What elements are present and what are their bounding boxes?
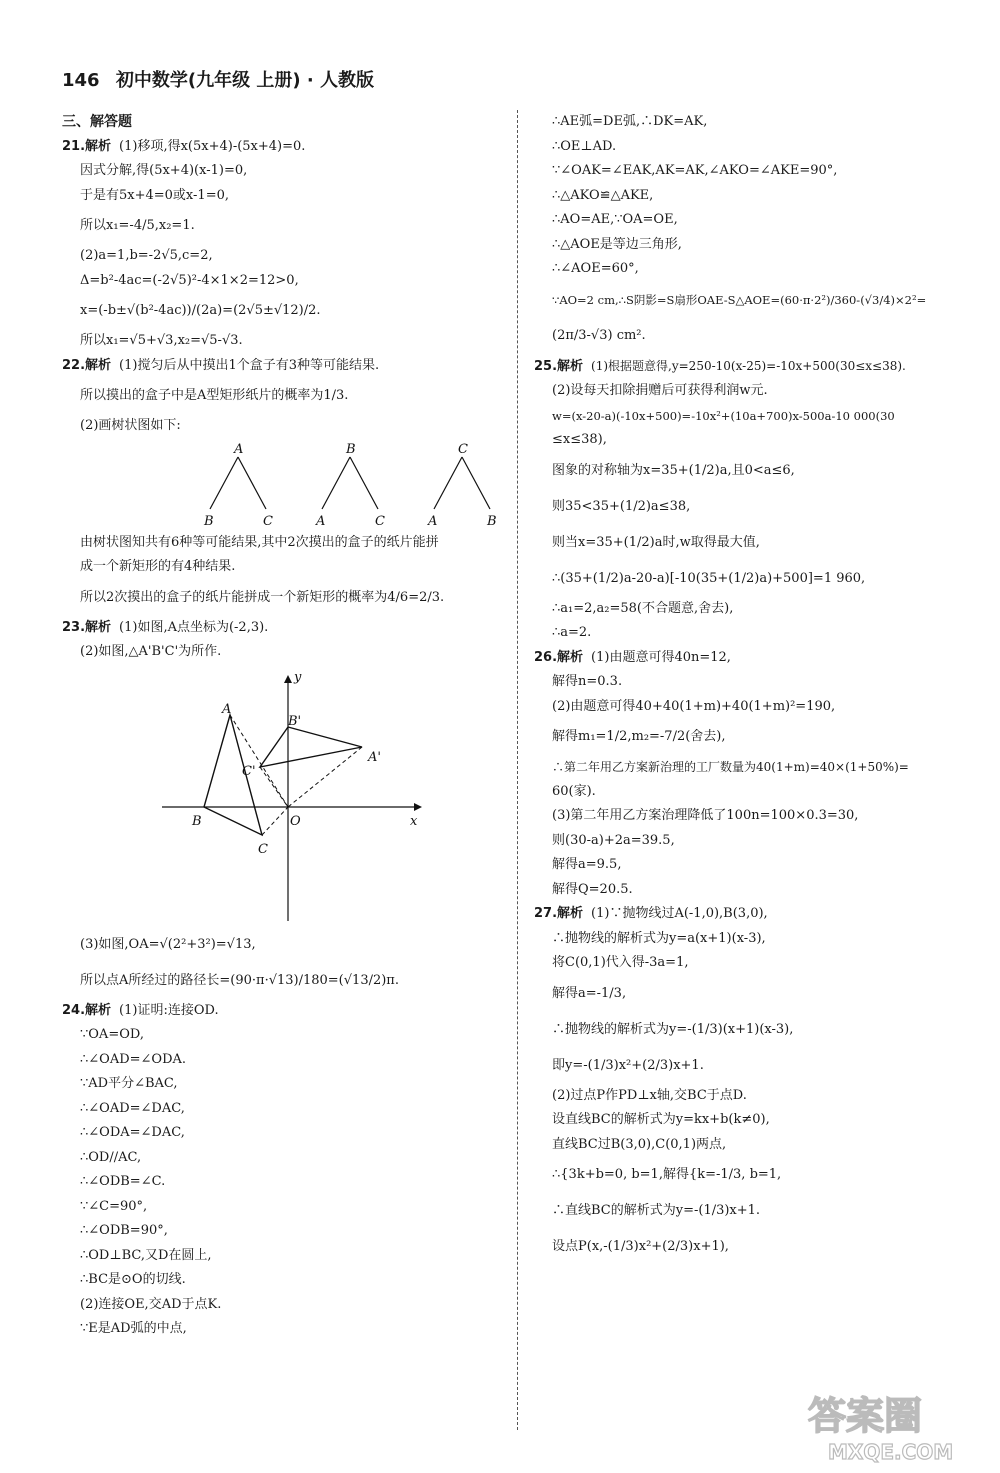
point-label-a-prime: A' (368, 749, 381, 765)
question-23 (62, 616, 502, 999)
solution-line: ∴∠ODA=∠DAC, (80, 1125, 185, 1140)
question-number: 22.解析 (62, 357, 112, 373)
solution-line: (1)证明:连接OD. (119, 1002, 219, 1018)
solution-line: ∴a₁=2,a₂=58(不合题意,舍去), (552, 600, 734, 616)
column-divider (517, 110, 518, 1430)
tree-node: A (428, 513, 438, 529)
tree-node: C (263, 513, 273, 529)
solution-line: 解得a=9.5, (552, 857, 622, 872)
solution-line: ∴{3k+b=0, b=1,解得{k=-1/3, b=1, (552, 1167, 782, 1182)
question-22 (62, 354, 502, 616)
solution-line: 即y=-(1/3)x²+(2/3)x+1. (552, 1057, 704, 1073)
solution-line: ∴BC是⊙O的切线. (80, 1272, 186, 1287)
solution-line: 成一个新矩形的有4种结果. (80, 559, 236, 574)
question-number: 23.解析 (62, 619, 112, 635)
question-26 (534, 646, 974, 903)
solution-line: 解得n=0.3. (552, 674, 623, 689)
solution-line: ∴第二年用乙方案新治理的工厂数量为40(1+m)=40×(1+50%)= (552, 760, 909, 774)
question-24 (62, 999, 502, 1342)
right-column (534, 110, 974, 1265)
tree-diagram (122, 439, 562, 531)
solution-line: ∵OA=OD, (80, 1027, 144, 1042)
solution-line: ∴AE弧=DE弧,∴DK=AK, (552, 114, 708, 129)
section-heading: 三、解答题 (62, 114, 132, 130)
solution-line: 设直线BC的解析式为y=kx+b(k≠0), (552, 1112, 770, 1127)
left-column (62, 110, 502, 1342)
solution-line: ∴OD⊥BC,又D在圆上, (80, 1247, 212, 1263)
solution-line: ∴△AOE是等边三角形, (552, 236, 682, 252)
question-21 (62, 135, 502, 354)
solution-line: ∴∠AOE=60°, (552, 261, 639, 276)
solution-line: 于是有5x+4=0或x-1=0, (80, 187, 229, 203)
solution-line: 所以2次摸出的盒子的纸片能拼成一个新矩形的概率为4/6=2/3. (80, 589, 445, 605)
solution-line: w=(x-20-a)(-10x+500)=-10x²+(10a+700)x-500a-10 000(30 (552, 408, 895, 423)
solution-line: Δ=b²-4ac=(-2√5)²-4×1×2=12>0, (80, 272, 299, 288)
solution-line: ∴∠ODB=∠C. (80, 1174, 166, 1189)
solution-line: ∵∠C=90°, (80, 1198, 148, 1214)
tree-node: C (458, 441, 468, 457)
tree-node: A (316, 513, 326, 529)
triangle-a1b1c1 (260, 727, 362, 767)
page-number: 146 (62, 70, 100, 91)
solution-line: ∴∠OAD=∠DAC, (80, 1100, 185, 1116)
solution-line: 所以x₁=√5+√3,x₂=√5-√3. (80, 333, 243, 348)
solution-line: ∵∠OAK=∠EAK,AK=AK,∠AKO=∠AKE=90°, (552, 163, 838, 178)
solution-line: 则35<35+(1/2)a≤38, (552, 498, 691, 514)
solution-line: ≤x≤38), (552, 432, 607, 447)
solution-line: 解得Q=20.5. (552, 881, 633, 897)
solution-line: ∴抛物线的解析式为y=-(1/3)(x+1)(x-3), (552, 1021, 794, 1037)
solution-line: ∴a=2. (552, 625, 592, 640)
solution-line: ∵AO=2 cm,∴S阴影=S扇形OAE-S△AOE=(60·π·2²)/360-(√3/4)×2²= (552, 292, 927, 307)
point-label-c: C (258, 841, 268, 857)
solution-line: (1)由题意可得40n=12, (591, 649, 731, 665)
solution-line: 所以点A所经过的路径长=(90·π·√13)/180=(√13/2)π. (80, 972, 399, 988)
question-24-continued (534, 110, 974, 354)
solution-line: (2)a=1,b=-2√5,c=2, (80, 248, 213, 263)
point-label-c-prime: C' (242, 763, 256, 779)
coordinate-graph (62, 665, 502, 927)
solution-line: 解得m₁=1/2,m₂=-7/2(舍去), (552, 729, 726, 744)
tree-node: B (204, 513, 214, 529)
point-label-b: B (192, 813, 202, 829)
solution-line: (2)连接OE,交AD于点K. (80, 1296, 222, 1312)
tree-node: A (234, 441, 244, 457)
solution-line: ∴直线BC的解析式为y=-(1/3)x+1. (552, 1203, 761, 1218)
solution-line: (3)如图,OA=√(2²+3²)=√13, (80, 936, 256, 952)
origin-label: O (290, 813, 301, 829)
point-label-b-prime: B' (288, 713, 302, 729)
solution-line: x=(-b±√(b²-4ac))/(2a)=(2√5±√12)/2. (80, 303, 321, 318)
solution-line: ∴∠ODB=90°, (80, 1223, 168, 1238)
solution-line: ∴OD//AC, (80, 1149, 142, 1165)
solution-line: 解得a=-1/3, (552, 985, 627, 1001)
solution-line: ∴OE⊥AD. (552, 138, 617, 154)
question-25 (534, 354, 974, 646)
y-axis-label: y (294, 669, 302, 685)
book-title: 初中数学(九年级 上册) · 人教版 (115, 70, 374, 91)
solution-line: ∴△AKO≌△AKE, (552, 187, 654, 203)
solution-line: (1)搅匀后从中摸出1个盒子有3种等可能结果. (119, 357, 380, 373)
x-axis-label: x (410, 813, 418, 829)
solution-line: (1)如图,A点坐标为(-2,3). (119, 619, 269, 635)
solution-line: (1)移项,得x(5x+4)-(5x+4)=0. (119, 138, 306, 154)
point-label-a: A (222, 701, 232, 717)
solution-line: (2)画树状图如下: (80, 418, 181, 433)
solution-line: ∵AD平分∠BAC, (80, 1076, 178, 1091)
solution-line: ∴(35+(1/2)a-20-a)[-10(35+(1/2)a)+500]=1 960, (552, 570, 866, 586)
question-number: 26.解析 (534, 649, 584, 665)
solution-line: 将C(0,1)代入得-3a=1, (552, 955, 689, 970)
solution-line: (1)∵抛物线过A(-1,0),B(3,0), (591, 906, 768, 921)
question-number: 21.解析 (62, 138, 112, 154)
solution-line: ∴抛物线的解析式为y=a(x+1)(x-3), (552, 930, 766, 946)
solution-line: (2)如图,△A'B'C'为所作. (80, 644, 222, 659)
solution-line: (3)第二年用乙方案治理降低了100n=100×0.3=30, (552, 808, 859, 823)
tree-node: B (487, 513, 497, 529)
solution-line: 60(家). (552, 783, 596, 799)
solution-line: (2π/3-√3) cm². (552, 327, 646, 343)
solution-line: (2)由题意可得40+40(1+m)+40(1+m)²=190, (552, 698, 836, 714)
solution-line: 直线BC过B(3,0),C(0,1)两点, (552, 1136, 727, 1152)
solution-line: 则(30-a)+2a=39.5, (552, 832, 675, 848)
question-27 (534, 902, 974, 1265)
solution-line: 设点P(x,-(1/3)x²+(2/3)x+1), (552, 1239, 729, 1254)
solution-line: 因式分解,得(5x+4)(x-1)=0, (80, 163, 248, 178)
tree-node: B (346, 441, 356, 457)
solution-line: 由树状图知共有6种等可能结果,其中2次摸出的盒子的纸片能拼 (80, 534, 439, 550)
solution-line: ∵E是AD弧的中点, (80, 1321, 187, 1336)
watermark-text: 答案圈 (808, 1394, 923, 1438)
solution-line: 图象的对称轴为x=35+(1/2)a,且0<a≤6, (552, 462, 795, 478)
solution-line: (1)根据题意得,y=250-10(x-25)=-10x+500(30≤x≤38). (591, 358, 906, 373)
solution-line: 所以摸出的盒子中是A型矩形纸片的概率为1/3. (80, 388, 349, 403)
solution-line: (2)设每天扣除捐赠后可获得利润w元. (552, 383, 768, 398)
solution-line: 所以x₁=-4/5,x₂=1. (80, 218, 195, 233)
page-header (62, 66, 374, 92)
solution-line: 则当x=35+(1/2)a时,w取得最大值, (552, 534, 760, 550)
question-number: 25.解析 (534, 358, 584, 374)
question-number: 24.解析 (62, 1002, 112, 1018)
solution-line: ∴AO=AE,∵OA=OE, (552, 212, 678, 227)
question-number: 27.解析 (534, 906, 584, 921)
solution-line: (2)过点P作PD⊥x轴,交BC于点D. (552, 1087, 747, 1103)
watermark-logo (800, 1385, 990, 1465)
tree-node: C (375, 513, 385, 529)
watermark-url: MXQE.COM (828, 1440, 954, 1464)
solution-line: ∴∠OAD=∠ODA. (80, 1051, 187, 1067)
